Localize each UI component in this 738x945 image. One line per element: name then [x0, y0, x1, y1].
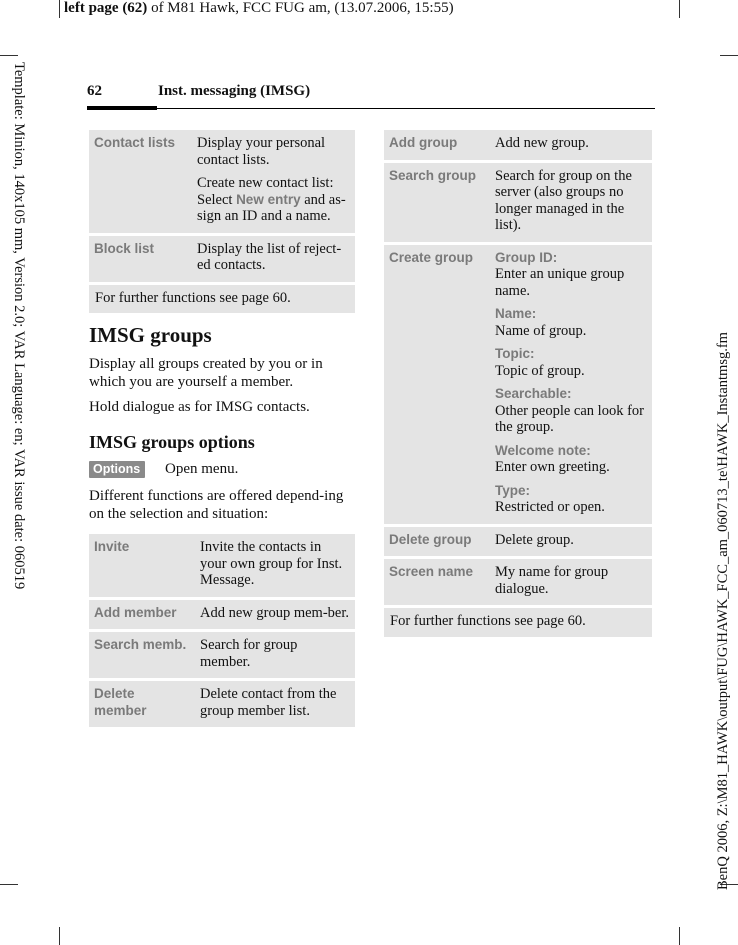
row-desc	[490, 245, 652, 524]
row-key: Delete group	[384, 527, 490, 557]
table-row	[89, 534, 355, 597]
table-row	[384, 527, 652, 557]
field-text: Other people can look for the group.	[495, 402, 644, 435]
header-info: of M81 Hawk, FCC FUG am, (13.07.2006, 15:55)	[147, 0, 454, 16]
group-functions-table	[384, 127, 652, 640]
row-key: Search group	[384, 163, 490, 242]
row-key: Create group	[384, 245, 490, 524]
field-entry	[495, 250, 646, 300]
desc-text: Display your personal contact lists.	[197, 135, 326, 168]
paragraph: Hold dialogue as for IMSG contacts.	[89, 399, 310, 415]
field-label: Searchable:	[495, 386, 572, 401]
table-row	[89, 285, 355, 314]
table-row	[384, 163, 652, 242]
field-text: Enter own greeting.	[495, 459, 610, 475]
field-label: Name:	[495, 306, 537, 321]
row-key: Contact lists	[89, 130, 192, 233]
further-functions-note: For further functions see page 60.	[89, 285, 355, 314]
menu-term: New entry	[236, 191, 301, 207]
desc-text-part: and as-sign an ID and a name.	[197, 191, 346, 224]
row-desc	[192, 130, 355, 233]
template-info: Template: Minion, 140x105 mm, Version 2.0; VAR Language: en; VAR issue date: 060519	[11, 62, 27, 590]
header-rule-accent	[87, 106, 157, 110]
table-row	[89, 681, 355, 727]
crop-mark	[679, 927, 680, 945]
row-desc: Add new group mem-ber.	[195, 600, 355, 630]
table-row	[89, 632, 355, 678]
field-text: Topic of group.	[495, 362, 585, 379]
page-title: Inst. messaging (IMSG)	[158, 83, 311, 99]
field-entry	[495, 443, 646, 476]
contact-functions-table	[89, 127, 355, 316]
field-text: Restricted or open.	[495, 499, 605, 515]
section-heading: IMSG groups	[89, 323, 212, 347]
row-key: Block list	[89, 236, 192, 282]
row-desc: My name for group dialogue.	[490, 559, 652, 605]
row-key: Add group	[384, 130, 490, 160]
field-label: Topic:	[495, 346, 535, 361]
page-number: 62	[87, 83, 102, 99]
row-desc: Add new group.	[490, 130, 652, 160]
table-row	[384, 559, 652, 605]
row-desc: Display the list of reject-ed contacts.	[192, 236, 355, 282]
crop-mark	[720, 55, 738, 56]
print-header	[64, 0, 454, 17]
path-sidebar	[712, 230, 732, 890]
desc-text-part: Create new contact list: Select	[197, 175, 334, 208]
table-row	[89, 600, 355, 630]
paragraph: Display all groups created by you or in which you are yourself a member.	[89, 356, 323, 390]
field-entry	[495, 386, 646, 436]
table-row	[384, 130, 652, 160]
field-label: Type:	[495, 482, 531, 498]
crop-mark	[0, 55, 18, 56]
table-row	[384, 245, 652, 524]
template-sidebar	[10, 62, 30, 662]
header-page-ref: left page (62)	[64, 0, 148, 16]
field-label: Welcome note:	[495, 442, 591, 458]
group-options-table	[89, 531, 355, 730]
table-row	[89, 130, 355, 233]
softkey-description: Open menu.	[165, 461, 239, 477]
header-rule	[87, 108, 655, 109]
row-desc: Invite the contacts in your own group for Inst. Message.	[195, 534, 355, 597]
crop-mark	[0, 884, 18, 885]
crop-mark	[679, 0, 680, 18]
row-desc: Search for group member.	[195, 632, 355, 678]
row-key: Search memb.	[89, 632, 195, 678]
further-functions-note: For further functions see page 60.	[384, 608, 652, 637]
table-row	[384, 608, 652, 637]
row-key: Invite	[89, 534, 195, 597]
row-key: Delete member	[89, 681, 195, 727]
row-key: Add member	[89, 600, 195, 630]
field-label: Group ID:	[495, 249, 558, 265]
row-desc: Delete contact from the group member list.	[195, 681, 355, 727]
file-path: BenQ 2006, Z:\M81_HAWK\output\FUG\HAWK_FCC_am_060713_te\HAWK_Instantmsg.fm	[715, 332, 731, 890]
field-entry	[495, 306, 646, 339]
field-text: Enter an unique group name.	[495, 266, 625, 299]
field-entry	[495, 346, 646, 379]
crop-mark	[59, 0, 60, 18]
crop-mark	[59, 927, 60, 945]
paragraph: Different functions are offered depend-ing on the selection and situation:	[89, 488, 344, 522]
row-desc: Search for group on the server (also groups no longer managed in the list).	[490, 163, 652, 242]
row-desc: Delete group.	[490, 527, 652, 557]
field-text: Name of group.	[495, 322, 587, 339]
subsection-heading: IMSG groups options	[89, 432, 255, 452]
table-row	[89, 236, 355, 282]
desc-text	[197, 175, 349, 225]
options-softkey: Options	[89, 461, 145, 478]
field-entry	[495, 483, 646, 516]
row-key: Screen name	[384, 559, 490, 605]
